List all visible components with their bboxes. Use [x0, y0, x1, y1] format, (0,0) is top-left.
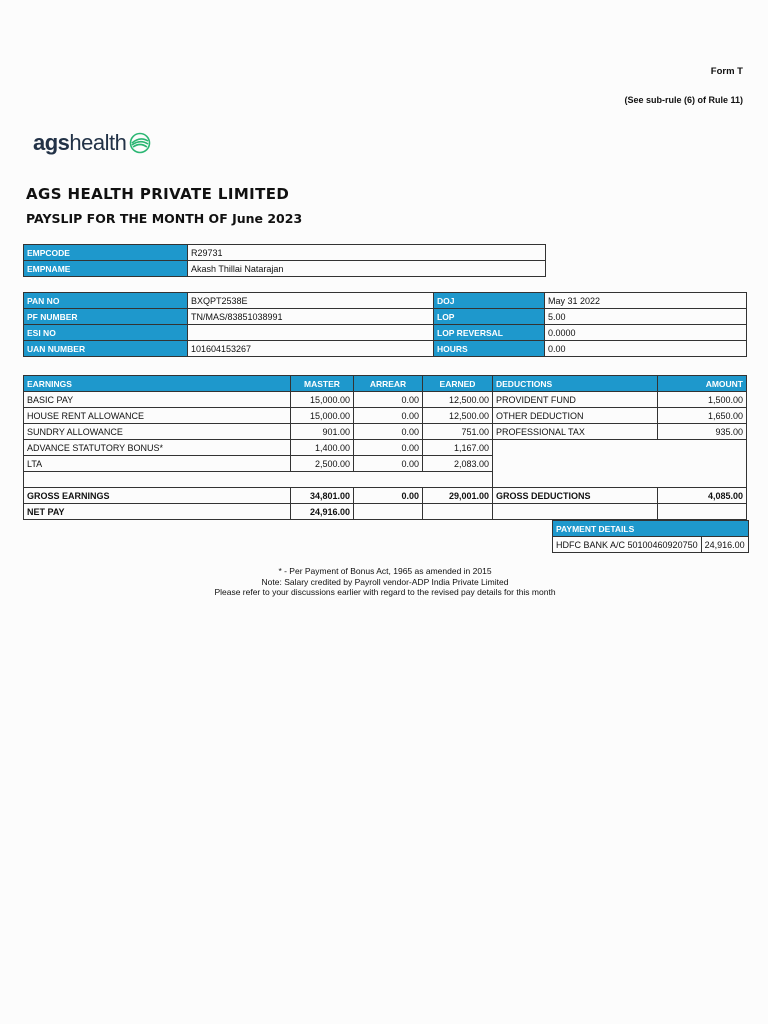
- table-row: [24, 261, 546, 277]
- empty-cell: [658, 504, 747, 520]
- logo-leaf-icon: [129, 132, 151, 154]
- payment-amount: 24,916.00: [701, 537, 748, 553]
- bank-account: HDFC BANK A/C 50100460920750: [553, 537, 702, 553]
- earning-earned: 1,167.00: [423, 440, 493, 456]
- empname-label: EMPNAME: [24, 261, 188, 277]
- earning-name: ADVANCE STATUTORY BONUS*: [24, 440, 291, 456]
- info-label: HOURS: [434, 341, 545, 357]
- gross-master: 34,801.00: [291, 488, 354, 504]
- earning-name: LTA: [24, 456, 291, 472]
- deduction-name: OTHER DEDUCTION: [493, 408, 658, 424]
- earning-arrear: 0.00: [354, 440, 423, 456]
- payslip-month: PAYSLIP FOR THE MONTH OF June 2023: [26, 211, 303, 226]
- earning-name: BASIC PAY: [24, 392, 291, 408]
- info-value: 0.00: [545, 341, 747, 357]
- empcode-label: EMPCODE: [24, 245, 188, 261]
- info-value: May 31 2022: [545, 293, 747, 309]
- logo-wordmark: [33, 130, 126, 156]
- gross-earnings-label: GROSS EARNINGS: [24, 488, 291, 504]
- table-row: [24, 440, 747, 456]
- earning-master: 2,500.00: [291, 456, 354, 472]
- gross-arrear: 0.00: [354, 488, 423, 504]
- info-value: 101604153267: [188, 341, 434, 357]
- deduction-amount: 935.00: [658, 424, 747, 440]
- deduction-name: PROFESSIONAL TAX: [493, 424, 658, 440]
- col-amount: AMOUNT: [658, 376, 747, 392]
- gross-deductions-amount: 4,085.00: [658, 488, 747, 504]
- deductions-blank-area: [493, 440, 747, 488]
- empty-cell: [423, 504, 493, 520]
- employee-info-table: [23, 292, 747, 357]
- table-row: [24, 424, 747, 440]
- earning-master: 901.00: [291, 424, 354, 440]
- info-label: LOP: [434, 309, 545, 325]
- col-earned: EARNED: [423, 376, 493, 392]
- footnote-line: * - Per Payment of Bonus Act, 1965 as amended in 2015: [278, 566, 492, 576]
- gross-deductions-label: GROSS DEDUCTIONS: [493, 488, 658, 504]
- footnote-line: Please refer to your discussions earlier with regard to the revised pay details for this month: [214, 587, 556, 597]
- table-header-row: [24, 376, 747, 392]
- earning-earned: 12,500.00: [423, 408, 493, 424]
- deduction-name: PROVIDENT FUND: [493, 392, 658, 408]
- table-row: [553, 537, 749, 553]
- form-title: Form T: [710, 66, 743, 77]
- info-value: 0.0000: [545, 325, 747, 341]
- footnote-line: Note: Salary credited by Payroll vendor-ADP India Private Limited: [261, 576, 509, 587]
- table-row: [24, 293, 747, 309]
- col-earnings: EARNINGS: [24, 376, 291, 392]
- earning-name: SUNDRY ALLOWANCE: [24, 424, 291, 440]
- earning-master: 1,400.00: [291, 440, 354, 456]
- net-pay-row: [24, 504, 747, 520]
- net-pay-label: NET PAY: [24, 504, 291, 520]
- empty-cell: [493, 504, 658, 520]
- earning-arrear: 0.00: [354, 424, 423, 440]
- company-logo: [33, 130, 151, 156]
- info-label: PAN NO: [24, 293, 188, 309]
- employee-table: [23, 244, 546, 277]
- col-deductions: DEDUCTIONS: [493, 376, 658, 392]
- payment-details-table: [552, 520, 749, 553]
- deduction-amount: 1,500.00: [658, 392, 747, 408]
- gross-row: [24, 488, 747, 504]
- company-name: AGS HEALTH PRIVATE LIMITED: [26, 185, 290, 203]
- table-row: [24, 245, 546, 261]
- gross-earned: 29,001.00: [423, 488, 493, 504]
- table-header-row: [553, 521, 749, 537]
- footnotes: [0, 566, 768, 598]
- info-value: BXQPT2538E: [188, 293, 434, 309]
- info-label: UAN NUMBER: [24, 341, 188, 357]
- col-master: MASTER: [291, 376, 354, 392]
- earnings-deductions-table: [23, 375, 747, 520]
- earning-earned: 751.00: [423, 424, 493, 440]
- table-row: [24, 325, 747, 341]
- info-label: ESI NO: [24, 325, 188, 341]
- col-arrear: ARREAR: [354, 376, 423, 392]
- deduction-amount: 1,650.00: [658, 408, 747, 424]
- earnings-spacer: [24, 472, 493, 488]
- info-value: TN/MAS/83851038991: [188, 309, 434, 325]
- earning-name: HOUSE RENT ALLOWANCE: [24, 408, 291, 424]
- rule-reference: (See sub-rule (6) of Rule 11): [624, 95, 743, 105]
- earning-arrear: 0.00: [354, 456, 423, 472]
- table-row: [24, 341, 747, 357]
- earning-earned: 2,083.00: [423, 456, 493, 472]
- info-value: [188, 325, 434, 341]
- earning-arrear: 0.00: [354, 392, 423, 408]
- net-pay-value: 24,916.00: [291, 504, 354, 520]
- empty-cell: [354, 504, 423, 520]
- info-label: PF NUMBER: [24, 309, 188, 325]
- table-row: [24, 309, 747, 325]
- payment-details-header: PAYMENT DETAILS: [553, 521, 749, 537]
- info-label: LOP REVERSAL: [434, 325, 545, 341]
- earning-master: 15,000.00: [291, 408, 354, 424]
- info-value: 5.00: [545, 309, 747, 325]
- table-row: [24, 408, 747, 424]
- logo-regular-part: health: [69, 130, 127, 155]
- empcode-value: R29731: [188, 245, 546, 261]
- info-label: DOJ: [434, 293, 545, 309]
- logo-bold-part: ags: [33, 130, 70, 155]
- empname-value: Akash Thillai Natarajan: [188, 261, 546, 277]
- table-row: [24, 392, 747, 408]
- earning-earned: 12,500.00: [423, 392, 493, 408]
- earning-arrear: 0.00: [354, 408, 423, 424]
- earning-master: 15,000.00: [291, 392, 354, 408]
